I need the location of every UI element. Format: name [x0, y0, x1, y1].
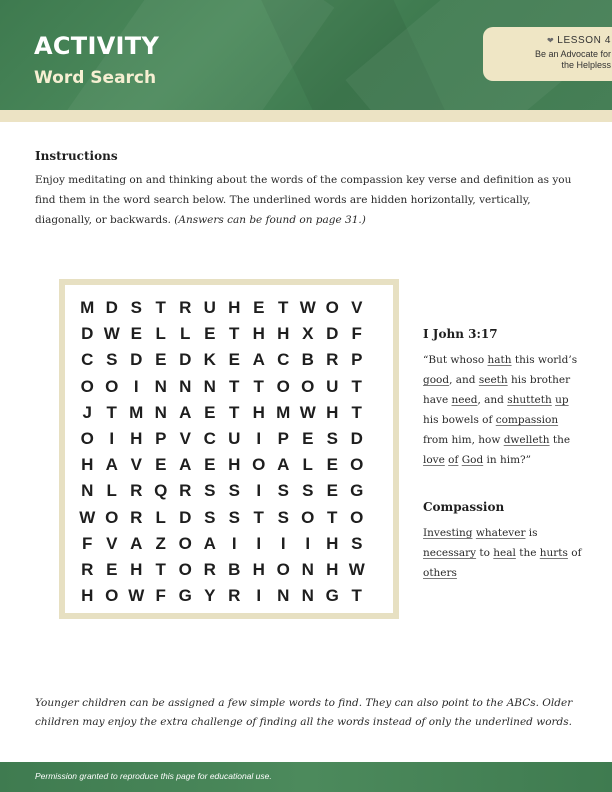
grid-letter: T [229, 376, 240, 396]
grid-letter: T [106, 402, 117, 422]
grid-letter: A [179, 455, 192, 475]
grid-letter: A [130, 533, 143, 553]
grid-letter: A [179, 402, 192, 422]
grid-letter: Z [155, 533, 166, 553]
grid-letter: D [130, 350, 143, 370]
key-word: heal [493, 547, 516, 559]
grid-letter: D [179, 350, 192, 370]
grid-letter: E [302, 429, 314, 449]
key-word: dwelleth [503, 434, 550, 446]
grid-letter: R [179, 298, 192, 318]
grid-letter: T [327, 507, 338, 527]
grid-letter: S [204, 507, 216, 527]
key-word: shutteth [507, 394, 552, 406]
key-word: need [451, 394, 478, 406]
grid-letter: W [299, 402, 316, 422]
grid-letter: O [178, 559, 192, 579]
key-word: necessary [423, 547, 477, 559]
key-word: God [461, 454, 484, 466]
key-word: love [423, 454, 445, 466]
text-segment: his brother have [423, 374, 571, 406]
grid-letter: I [256, 481, 262, 501]
grid-letter: E [204, 324, 216, 344]
grid-letter: T [253, 376, 264, 396]
text-segment: of [567, 547, 582, 559]
lesson-topic-line2: the Helpless [561, 60, 611, 70]
grid-letter: L [155, 507, 166, 527]
grid-letter: I [256, 586, 262, 606]
grid-letter: E [253, 298, 265, 318]
grid-letter: C [203, 429, 216, 449]
grid-letter: P [351, 350, 363, 370]
grid-letter: Y [204, 586, 216, 606]
grid-letter: H [252, 402, 265, 422]
grid-letter: V [351, 298, 363, 318]
grid-letter: T [155, 559, 166, 579]
grid-letter: T [253, 507, 264, 527]
verse-text [423, 350, 583, 470]
grid-letter: J [82, 402, 92, 422]
text-segment: , and [477, 394, 508, 406]
grid-letter: W [79, 507, 96, 527]
grid-letter: S [302, 481, 314, 501]
grid-letter: G [325, 586, 339, 606]
text-segment: from him, how [423, 434, 504, 446]
grid-letter: I [256, 533, 262, 553]
key-word: whatever [475, 527, 526, 539]
grid-letter: O [105, 507, 119, 527]
key-word: others [423, 567, 457, 579]
grid-letter: D [326, 324, 339, 344]
grid-letter: G [350, 481, 364, 501]
text-segment: his bowels of [423, 414, 496, 426]
grid-letter: M [80, 298, 95, 318]
text-segment: the [515, 547, 540, 559]
grid-letter: S [228, 481, 240, 501]
grid-letter: R [179, 481, 192, 501]
grid-letter: P [155, 429, 167, 449]
key-word: seeth [478, 374, 508, 386]
lesson-topic [483, 49, 611, 71]
grid-letter: S [277, 481, 289, 501]
grid-letter: A [252, 350, 265, 370]
grid-letter: H [228, 455, 241, 475]
grid-letter: L [106, 481, 117, 501]
grid-letter: H [326, 533, 339, 553]
grid-letter: E [204, 402, 216, 422]
grid-letter: G [178, 586, 192, 606]
grid-letter: O [80, 429, 94, 449]
grid-letter: N [81, 481, 94, 501]
grid-letter: I [256, 429, 262, 449]
grid-letter: H [81, 586, 94, 606]
heart-icon: ❤ [546, 36, 555, 45]
key-word: compassion [495, 414, 559, 426]
grid-letter: T [351, 402, 362, 422]
grid-letter: C [81, 350, 94, 370]
key-word: hurts [539, 547, 568, 559]
lesson-label: LESSON 4 [557, 35, 611, 46]
grid-letter: L [155, 324, 166, 344]
grid-letter: P [277, 429, 289, 449]
grid-letter: H [228, 298, 241, 318]
grid-letter: N [203, 376, 216, 396]
grid-letter: I [305, 533, 311, 553]
grid-letter: T [351, 376, 362, 396]
activity-title: ACTIVITY [34, 32, 160, 60]
text-segment: the [549, 434, 571, 446]
grid-letter: S [106, 350, 118, 370]
grid-letter: S [277, 507, 289, 527]
grid-letter: T [229, 324, 240, 344]
grid-letter: W [299, 298, 316, 318]
grid-letter: H [252, 559, 265, 579]
grid-letter: R [81, 559, 94, 579]
grid-letter: C [277, 350, 290, 370]
header-banner [0, 0, 612, 110]
grid-letter: O [276, 559, 290, 579]
grid-letter: F [82, 533, 93, 553]
grid-letter: R [326, 350, 339, 370]
grid-letter: D [105, 298, 118, 318]
grid-letter: H [277, 324, 290, 344]
grid-letter: V [130, 455, 142, 475]
grid-letter: H [81, 455, 94, 475]
word-search-frame [59, 279, 399, 619]
grid-letter: X [302, 324, 314, 344]
grid-letter: H [130, 559, 143, 579]
grid-letter: E [155, 350, 167, 370]
grid-letter: O [350, 455, 364, 475]
grid-letter: E [106, 559, 118, 579]
grid-letter: U [203, 298, 216, 318]
grid-letter: N [179, 376, 192, 396]
grid-letter: R [228, 586, 241, 606]
grid-letter: E [228, 350, 240, 370]
instructions-heading: Instructions [35, 149, 118, 163]
grid-letter: I [109, 429, 115, 449]
grid-letter: O [105, 586, 119, 606]
grid-letter: N [154, 402, 167, 422]
grid-letter: S [326, 429, 338, 449]
word-search-grid [75, 295, 369, 609]
grid-letter: T [278, 298, 289, 318]
grid-letter: T [351, 586, 362, 606]
grid-letter: O [301, 507, 315, 527]
grid-letter: L [302, 455, 313, 475]
grid-letter: N [277, 586, 290, 606]
grid-letter: R [130, 481, 143, 501]
answers-note: (Answers can be found on page 31.) [174, 214, 366, 226]
key-word: of [448, 454, 459, 466]
key-word: up [555, 394, 569, 406]
grid-letter: O [301, 376, 315, 396]
key-word: hath [487, 354, 512, 366]
grid-letter: S [130, 298, 142, 318]
grid-letter: W [128, 586, 145, 606]
grid-letter: O [276, 376, 290, 396]
footer-bar [0, 762, 612, 792]
grid-letter: A [105, 455, 118, 475]
grid-letter: A [277, 455, 290, 475]
grid-letter: M [129, 402, 144, 422]
activity-subtitle: Word Search [34, 68, 157, 88]
grid-letter: A [203, 533, 216, 553]
grid-letter: D [81, 324, 94, 344]
grid-letter: E [204, 455, 216, 475]
grid-letter: E [130, 324, 142, 344]
grid-letter: V [179, 429, 191, 449]
permission-text: Permission granted to reproduce this page for educational use. [35, 771, 272, 781]
grid-letter: E [155, 455, 167, 475]
definition-heading: Compassion [423, 500, 505, 514]
grid-letter: R [203, 559, 216, 579]
grid-letter: E [326, 455, 338, 475]
grid-letter: F [351, 324, 362, 344]
header-stripe [0, 110, 612, 122]
grid-letter: B [301, 350, 314, 370]
grid-letter: O [178, 533, 192, 553]
grid-letter: E [326, 481, 338, 501]
key-word: good [423, 374, 450, 386]
text-segment: “But whoso [423, 354, 488, 366]
grid-letter: O [252, 455, 266, 475]
grid-letter: T [155, 298, 166, 318]
definition-text [423, 523, 583, 583]
grid-letter: D [179, 507, 192, 527]
text-segment: this world’s [511, 354, 578, 366]
grid-letter: W [348, 559, 365, 579]
children-note: Younger children can be assigned a few simple words to find. They can also point to the ABCs. Older children may enjoy the extra challenge of finding all the words instead of only the underlined words. [35, 697, 573, 728]
grid-letter: S [228, 507, 240, 527]
grid-letter: I [231, 533, 237, 553]
grid-letter: S [351, 533, 363, 553]
lesson-badge [483, 27, 612, 81]
grid-letter: U [326, 376, 339, 396]
grid-letter: O [350, 507, 364, 527]
key-word: Investing [423, 527, 473, 539]
instructions-text [35, 170, 575, 230]
grid-letter: O [80, 376, 94, 396]
grid-letter: W [103, 324, 120, 344]
grid-letter: I [280, 533, 286, 553]
grid-letter: B [228, 559, 241, 579]
grid-letter: S [204, 481, 216, 501]
grid-letter: N [154, 376, 167, 396]
text-segment: in him?” [483, 454, 532, 466]
grid-letter: N [301, 559, 314, 579]
grid-letter: D [350, 429, 363, 449]
grid-letter: L [180, 324, 191, 344]
grid-letter: O [105, 376, 119, 396]
text-segment: , and [449, 374, 479, 386]
grid-letter: Q [154, 481, 168, 501]
grid-letter: H [252, 324, 265, 344]
grid-letter: I [133, 376, 139, 396]
grid-letter: M [276, 402, 291, 422]
grid-letter: H [130, 429, 143, 449]
instructions-body: Enjoy meditating on and thinking about the words of the compassion key verse and definition as you find them in the word search below. The underlined words are hidden horizontally, vertically, diagonally, or backwards. [35, 174, 572, 226]
verse-reference: I John 3:17 [423, 327, 498, 341]
grid-letter: O [325, 298, 339, 318]
grid-letter: H [326, 402, 339, 422]
grid-letter: R [130, 507, 143, 527]
lesson-number [483, 35, 611, 46]
lesson-topic-line1: Be an Advocate for [534, 49, 611, 59]
grid-letter: H [326, 559, 339, 579]
grid-letter: T [229, 402, 240, 422]
grid-letter: N [301, 586, 314, 606]
grid-letter: U [228, 429, 241, 449]
grid-letter: K [203, 350, 216, 370]
grid-letter: F [155, 586, 166, 606]
text-segment: to [476, 547, 494, 559]
grid-letter: V [106, 533, 118, 553]
text-segment: is [525, 527, 538, 539]
